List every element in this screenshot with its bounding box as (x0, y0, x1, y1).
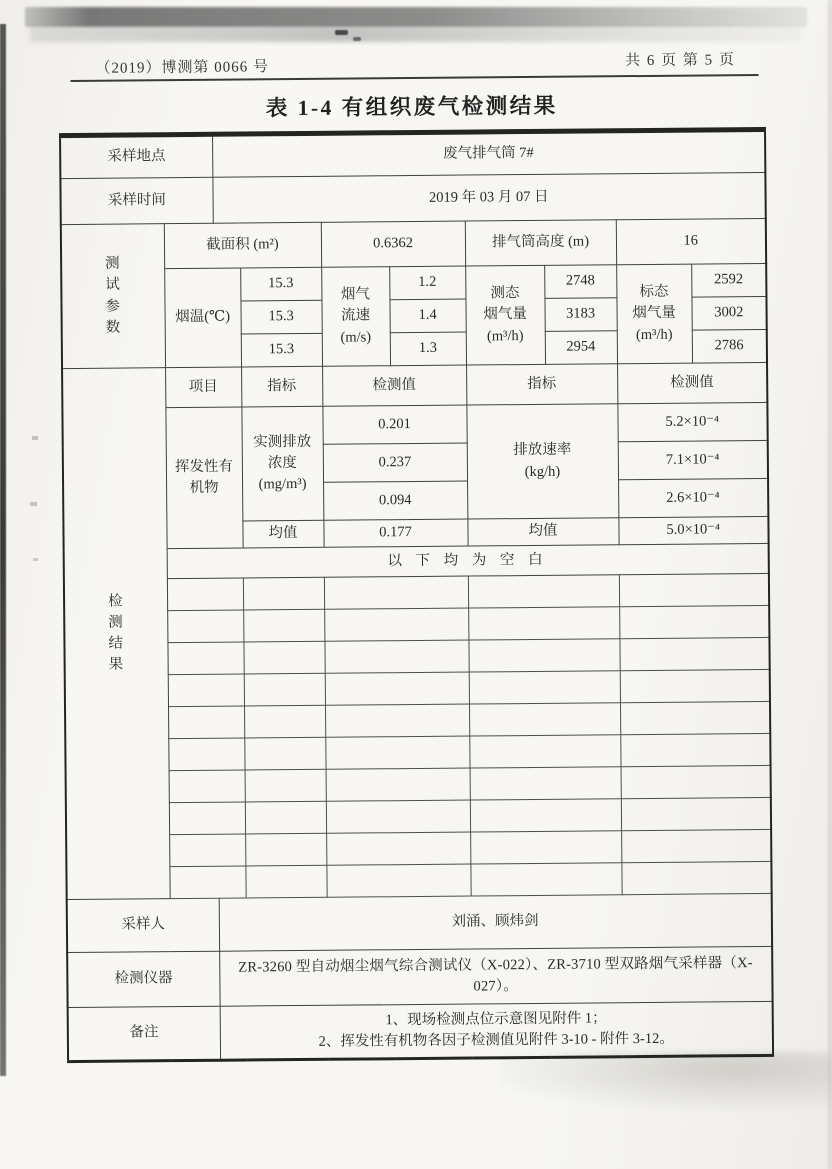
test-results-table (59, 127, 774, 1063)
actual-flow-value: 2748 (544, 265, 616, 299)
gas-velocity-value: 1.3 (390, 332, 466, 366)
empty-cell (326, 864, 470, 897)
empty-cell (324, 576, 468, 609)
empty-cell (326, 800, 470, 833)
empty-cell (325, 672, 469, 705)
empty-cell (469, 671, 620, 704)
empty-cell (244, 705, 325, 738)
remark-line-2: 2、挥发性有机物各因子检测值见附件 3-10 - 附件 3-12。 (318, 1030, 674, 1050)
empty-cell (169, 802, 245, 835)
empty-cell (325, 704, 469, 737)
empty-cell (245, 769, 326, 802)
flue-temp-label: 烟温(℃) (164, 268, 241, 368)
results-section-label: 检 测 结 果 (62, 368, 170, 900)
remark-label: 备注 (68, 1006, 220, 1061)
empty-cell (243, 641, 324, 674)
standard-flow-label: 标态 烟气量 (m³/h) (616, 264, 692, 364)
empty-cell (324, 608, 468, 641)
concentration-value: 0.094 (323, 481, 467, 520)
col-header-indicator1: 指标 (241, 366, 322, 407)
item-name: 挥发性有 机物 (165, 407, 242, 549)
measured-concentration-label: 实测排放 浓度 (mg/m³) (241, 406, 323, 521)
empty-cell (244, 737, 325, 770)
sample-location-value: 废气排气筒 7# (212, 129, 765, 177)
empty-cell (469, 703, 620, 736)
empty-cell (620, 733, 770, 766)
mean-concentration-value: 0.177 (323, 519, 467, 547)
empty-cell (468, 639, 619, 672)
empty-cell (168, 706, 244, 739)
col-header-indicator2: 指标 (466, 364, 617, 405)
sample-time-label: 采样时间 (60, 177, 212, 224)
remark-value (220, 1001, 773, 1060)
page-number-info: 共 6 页 第 5 页 (625, 52, 736, 70)
empty-cell (169, 866, 245, 899)
instrument-value: ZR-3260 型自动烟尘烟气综合测试仪（X-022）、ZR-3710 型双路烟气采样器（X-027）。 (219, 946, 772, 1006)
cross-section-value: 0.6362 (321, 221, 465, 267)
actual-flow-value: 2954 (545, 331, 617, 365)
emission-rate-value: 2.6×10⁻⁴ (618, 478, 768, 517)
empty-cell (167, 642, 243, 675)
empty-cell (470, 831, 621, 864)
empty-cell (169, 770, 245, 803)
empty-cell (621, 829, 771, 862)
empty-cell (468, 607, 619, 640)
blank-below-note: 以 下 均 为 空 白 (167, 543, 769, 578)
concentration-value: 0.237 (323, 443, 467, 482)
flue-temp-value: 15.3 (240, 267, 321, 301)
empty-cell (621, 861, 771, 894)
remark-line-1: 1、现场检测点位示意图见附件 1； (385, 1010, 607, 1029)
gas-velocity-value: 1.2 (389, 266, 465, 300)
gas-velocity-value: 1.4 (389, 299, 465, 333)
empty-cell (469, 735, 620, 768)
empty-cell (470, 863, 621, 896)
standard-flow-value: 2786 (692, 329, 767, 363)
empty-cell (620, 669, 770, 702)
empty-cell (620, 701, 770, 734)
emission-rate-label: 排放速率 (kg/h) (466, 404, 618, 519)
mean-label: 均值 (467, 518, 618, 546)
emission-rate-value: 5.2×10⁻⁴ (617, 402, 767, 441)
empty-cell (470, 799, 621, 832)
empty-cell (245, 833, 326, 866)
sample-time-value: 2019 年 03 月 07 日 (212, 172, 765, 223)
test-params-section-label: 测 试 参 数 (61, 224, 165, 369)
gas-velocity-label: 烟气 流速 (m/s) (321, 267, 390, 367)
empty-cell (621, 765, 771, 798)
col-header-item: 项目 (165, 367, 241, 408)
empty-cell (325, 736, 469, 769)
emission-rate-value: 7.1×10⁻⁴ (618, 440, 768, 479)
empty-cell (245, 801, 326, 834)
empty-cell (621, 797, 771, 830)
actual-flow-label: 测态 烟气量 (m³/h) (465, 265, 545, 365)
empty-cell (245, 865, 326, 898)
sample-location-label: 采样地点 (60, 134, 212, 178)
empty-cell (243, 577, 324, 610)
flue-temp-value: 15.3 (240, 300, 321, 334)
empty-cell (324, 640, 468, 673)
sampler-value: 刘涌、顾炜剑 (219, 893, 772, 951)
actual-flow-value: 3183 (544, 298, 616, 332)
empty-cell (168, 738, 244, 771)
mean-label: 均值 (242, 520, 323, 548)
cross-section-label: 截面积 (m²) (164, 222, 321, 268)
empty-cell (326, 832, 470, 865)
empty-cell (168, 674, 244, 707)
empty-cell (619, 605, 769, 638)
empty-cell (470, 767, 621, 800)
document-number: （2019）博测第 0066 号 (95, 59, 270, 77)
concentration-value: 0.201 (322, 405, 466, 444)
empty-cell (169, 834, 245, 867)
flue-temp-value: 15.3 (241, 333, 322, 367)
empty-cell (244, 673, 325, 706)
col-header-value2: 检测值 (617, 362, 767, 403)
instrument-label: 检测仪器 (67, 951, 219, 1007)
empty-cell (326, 768, 470, 801)
sampler-label: 采样人 (67, 898, 219, 952)
standard-flow-value: 3002 (691, 296, 766, 330)
empty-cell (243, 609, 324, 642)
col-header-value1: 检测值 (322, 365, 466, 406)
page-title: 表 1-4 有组织废气检测结果 (265, 93, 558, 121)
empty-cell (468, 575, 619, 608)
stack-height-value: 16 (616, 218, 766, 264)
stack-height-label: 排气筒高度 (m) (465, 220, 616, 266)
empty-cell (167, 610, 243, 643)
standard-flow-value: 2592 (691, 263, 766, 297)
empty-cell (167, 578, 243, 611)
empty-cell (619, 573, 769, 606)
mean-rate-value: 5.0×10⁻⁴ (618, 516, 768, 544)
empty-cell (619, 637, 769, 670)
